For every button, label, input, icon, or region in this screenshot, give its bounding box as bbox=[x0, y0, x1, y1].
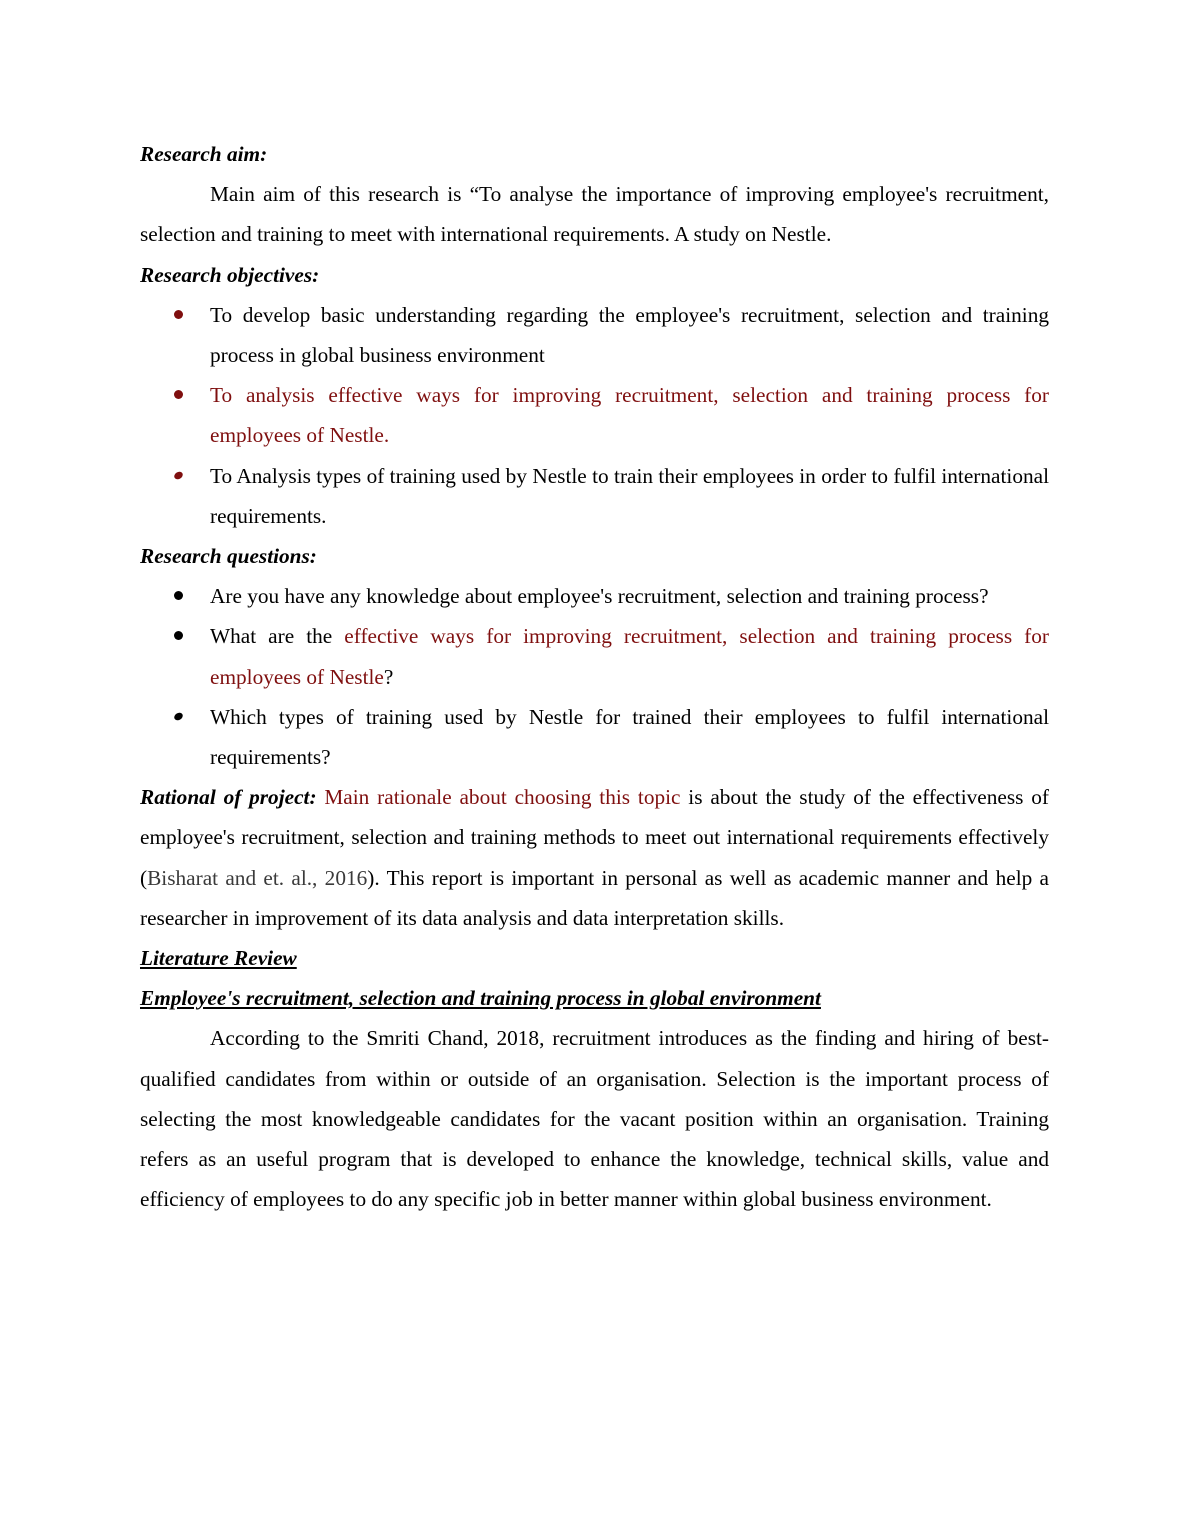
question-text: Which types of training used by Nestle for trained their employees to fulfil international requirements? bbox=[210, 704, 1049, 770]
rationale-heading: Rational of project: bbox=[140, 785, 317, 810]
question-highlight: effective ways for improving recruitment, selection and training process for employees of Nestle bbox=[210, 624, 1049, 689]
rationale-highlight: Main rationale about choosing this topic bbox=[324, 785, 681, 810]
research-aim-heading: Research aim: bbox=[140, 142, 268, 166]
bullet-icon bbox=[174, 390, 183, 399]
objective-text: To analysis effective ways for improving recruitment, selection and training process for employees of Nestle. bbox=[210, 383, 1049, 448]
question-item bbox=[140, 576, 1049, 616]
objective-item bbox=[140, 295, 1049, 375]
bullet-icon bbox=[174, 310, 183, 319]
question-item bbox=[140, 616, 1049, 696]
rationale-paragraph bbox=[140, 777, 1049, 938]
research-questions-heading: Research questions: bbox=[140, 544, 317, 569]
rationale-citation: Bisharat and et. al., 2016 bbox=[147, 865, 368, 890]
research-aim-text: Main aim of this research is “To analyse the importance of improving employee's recruitment, selection and training to meet with international requirements. A study on Nestle. bbox=[140, 182, 1049, 247]
question-text: Are you have any knowledge about employee's recruitment, selection and training process? bbox=[210, 584, 989, 609]
objective-text: To Analysis types of training used by Nestle to train their employees in order to fulfil international requirements. bbox=[210, 463, 1049, 528]
objective-text: To develop basic understanding regarding the employee's recruitment, selection and training process in global business environment bbox=[210, 302, 1049, 368]
research-questions-list bbox=[140, 576, 1049, 777]
bullet-icon bbox=[173, 470, 184, 481]
bullet-icon bbox=[173, 711, 184, 722]
question-item bbox=[140, 697, 1049, 777]
rationale-text: is about the study of the effectiveness of employee's recruitment, selection and training methods to meet out international requirements effectively ( bbox=[140, 785, 1049, 890]
research-objectives-list bbox=[140, 295, 1049, 536]
question-prefix: What are the bbox=[210, 624, 345, 649]
question-suffix: ? bbox=[383, 664, 394, 689]
literature-review-heading: Literature Review bbox=[140, 946, 297, 971]
literature-review-subheading: Employee's recruitment, selection and training process in global environment bbox=[140, 986, 821, 1011]
bullet-icon bbox=[174, 591, 183, 600]
research-objectives-heading: Research objectives: bbox=[140, 262, 320, 287]
objective-item bbox=[140, 375, 1049, 455]
bullet-icon bbox=[174, 631, 183, 640]
literature-review-paragraph: According to the Smriti Chand, 2018, recruitment introduces as the finding and hiring of best-qualified candidates from within or outside of an organisation. Selection is the important process of selecting the most knowledgeable candidates for the vacant position within an organisation. Training refers as an useful program that is developed to enhance the knowledge, technical skills, value and efficiency of employees to do any specific job in better manner within global business environment. bbox=[140, 1026, 1049, 1212]
document-page bbox=[140, 134, 1049, 1219]
objective-item bbox=[140, 456, 1049, 536]
rationale-text-end: ). This report is important in personal as well as academic manner and help a researcher in improvement of its data analysis and data interpretation skills. bbox=[140, 865, 1049, 930]
